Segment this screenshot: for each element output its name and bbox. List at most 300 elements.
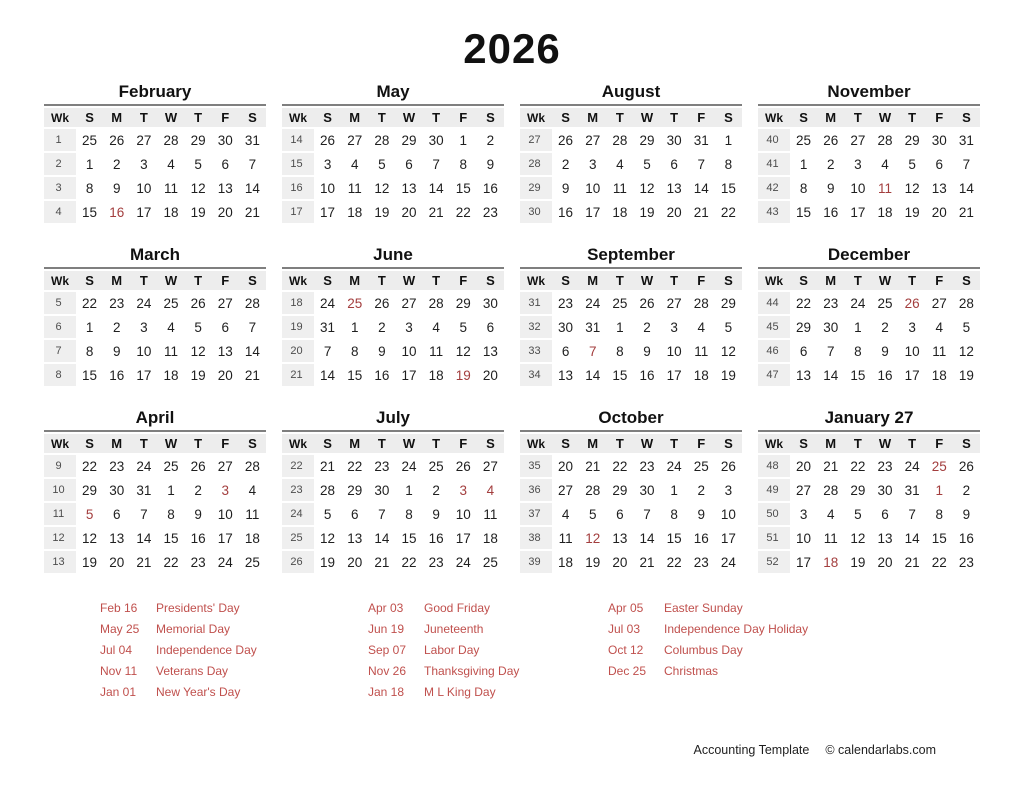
day-cell: 20 <box>109 554 125 570</box>
day-cell: 25 <box>877 295 893 311</box>
day-cell: 5 <box>962 319 971 335</box>
weekday-header-cell: F <box>450 434 477 453</box>
weekday-header-row <box>520 271 742 290</box>
day-cell: 31 <box>320 319 336 335</box>
day-cell: 2 <box>486 132 495 148</box>
day-cell: 12 <box>374 180 390 196</box>
day-cell: 24 <box>455 554 471 570</box>
day-cell: 2 <box>432 482 440 498</box>
week-number-header: Wk <box>282 434 314 453</box>
week-number-cell: 12 <box>44 527 76 549</box>
holiday-item <box>368 685 608 699</box>
day-cell: 13 <box>217 180 233 196</box>
day-cell: 1 <box>670 482 678 498</box>
week-number-cell: 13 <box>44 551 76 573</box>
day-cell: 25 <box>82 132 98 148</box>
week-number-cell: 46 <box>758 340 790 362</box>
day-cell: 11 <box>163 343 178 359</box>
day-cell: 16 <box>958 530 974 546</box>
weekday-header-cell: T <box>130 271 157 290</box>
weekday-header-row <box>758 271 980 290</box>
day-cell: 25 <box>612 295 628 311</box>
holiday-date: Jul 04 <box>100 643 133 658</box>
day-cell: 22 <box>82 458 98 474</box>
week-number-cell: 47 <box>758 364 790 386</box>
weekday-header-cell: M <box>103 434 130 453</box>
day-cell: 27 <box>850 132 866 148</box>
day-cell: 10 <box>217 506 233 522</box>
day-cell: 23 <box>639 458 655 474</box>
day-cell: 27 <box>666 295 682 311</box>
day-cell: 14 <box>693 180 709 196</box>
weekday-header-cell: T <box>844 271 871 290</box>
weekday-header-row <box>282 271 504 290</box>
day-cell: 10 <box>455 506 471 522</box>
day-cell: 6 <box>405 156 413 172</box>
holiday-item <box>608 664 808 678</box>
week-row <box>520 479 742 501</box>
day-cell: 1 <box>724 132 733 148</box>
week-number-cell: 8 <box>44 364 76 386</box>
month-weeks <box>758 292 980 386</box>
day-cell: 31 <box>136 482 152 498</box>
day-cell: 28 <box>244 458 260 474</box>
week-number-cell: 23 <box>282 479 314 501</box>
week-row <box>520 455 742 477</box>
day-cell: 28 <box>428 295 444 311</box>
week-row <box>282 153 504 175</box>
week-number-cell: 10 <box>44 479 76 501</box>
day-cell: 15 <box>666 530 682 546</box>
day-cell: 6 <box>935 156 944 172</box>
weekday-header-cell: M <box>103 108 130 127</box>
day-cell: 6 <box>616 506 624 522</box>
week-number-cell: 14 <box>282 129 314 151</box>
weekday-header-row <box>282 271 504 290</box>
week-number-cell: 29 <box>520 177 552 199</box>
day-cell: 16 <box>482 180 498 196</box>
week-row <box>520 177 742 199</box>
holiday-date: Dec 25 <box>608 664 647 679</box>
day-cell: 1 <box>85 156 94 172</box>
day-cell: 8 <box>350 343 359 359</box>
week-number-cell: 6 <box>44 316 76 338</box>
day-cell: 29 <box>904 132 920 148</box>
day-cell: 27 <box>401 295 417 311</box>
day-cell: 28 <box>585 482 601 498</box>
week-number-cell: 49 <box>758 479 790 501</box>
day-cell: 11 <box>823 530 838 546</box>
day-cell: 31 <box>958 132 974 148</box>
day-cell-holiday: 26 <box>904 295 920 311</box>
weekday-header-cell: W <box>871 108 898 127</box>
day-cell: 9 <box>826 180 835 196</box>
day-cell-holiday: 11 <box>877 180 892 196</box>
day-cell: 18 <box>558 554 574 570</box>
holiday-item <box>100 643 368 657</box>
weekday-header-cell: S <box>76 108 103 127</box>
day-cell: 10 <box>585 180 601 196</box>
day-cell: 9 <box>378 343 386 359</box>
weekday-header-cell: M <box>579 434 606 453</box>
weekday-header-cell: S <box>715 434 742 453</box>
holiday-column-3 <box>608 601 808 699</box>
day-cell: 5 <box>378 156 386 172</box>
day-cell: 9 <box>962 506 971 522</box>
day-cell: 6 <box>799 343 808 359</box>
day-cell: 11 <box>245 506 260 522</box>
weekday-header-cell: F <box>926 434 953 453</box>
day-cell: 4 <box>350 156 359 172</box>
day-cell: 8 <box>616 343 624 359</box>
day-cell: 3 <box>854 156 862 172</box>
day-cell: 2 <box>643 319 651 335</box>
weekday-header-cell: T <box>368 434 395 453</box>
day-cell: 7 <box>432 156 440 172</box>
day-cell: 20 <box>931 204 947 220</box>
month-weeks <box>282 129 504 223</box>
day-cell: 29 <box>720 295 736 311</box>
week-number-cell: 38 <box>520 527 552 549</box>
weekday-header-cell: T <box>844 434 871 453</box>
day-cell: 3 <box>140 319 148 335</box>
day-cell: 23 <box>109 458 125 474</box>
day-cell: 20 <box>877 554 893 570</box>
day-cell: 3 <box>405 319 413 335</box>
day-cell: 10 <box>136 343 152 359</box>
day-cell: 18 <box>347 204 363 220</box>
day-cell: 21 <box>244 367 260 383</box>
day-cell: 27 <box>136 132 152 148</box>
calendar-table-may <box>282 104 504 225</box>
weekday-header-cell: S <box>552 108 579 127</box>
weekday-header-row <box>758 108 980 127</box>
week-row <box>44 364 266 386</box>
day-cell: 26 <box>320 132 336 148</box>
week-row <box>282 527 504 549</box>
week-row <box>520 551 742 573</box>
day-cell: 12 <box>455 343 471 359</box>
holiday-column-2 <box>368 601 608 699</box>
week-number-cell: 45 <box>758 316 790 338</box>
weekday-header-cell: T <box>661 108 688 127</box>
week-row <box>520 503 742 525</box>
day-cell: 29 <box>612 482 628 498</box>
day-cell: 6 <box>881 506 889 522</box>
calendar-table-november <box>758 104 980 225</box>
week-row <box>282 455 504 477</box>
weekday-header-cell: M <box>341 271 368 290</box>
day-cell: 19 <box>720 367 736 383</box>
week-row <box>758 153 980 175</box>
day-cell: 13 <box>877 530 893 546</box>
week-number-cell: 48 <box>758 455 790 477</box>
day-cell: 23 <box>693 554 709 570</box>
day-cell-holiday: 1 <box>935 482 944 498</box>
day-cell: 22 <box>931 554 947 570</box>
day-cell: 19 <box>958 367 974 383</box>
day-cell: 1 <box>854 319 862 335</box>
week-row <box>520 153 742 175</box>
day-cell: 28 <box>374 132 390 148</box>
day-cell: 12 <box>720 343 736 359</box>
day-cell: 19 <box>639 204 655 220</box>
weekday-header-row <box>758 108 980 127</box>
holiday-date: Apr 05 <box>608 601 644 616</box>
holiday-date: Jan 01 <box>100 685 137 700</box>
week-row <box>282 292 504 314</box>
month-title-july: July <box>375 408 411 428</box>
week-row <box>758 527 980 549</box>
day-cell: 11 <box>558 530 573 546</box>
day-cell: 20 <box>482 367 498 383</box>
day-cell: 8 <box>85 180 94 196</box>
day-cell: 18 <box>482 530 498 546</box>
week-number-cell: 37 <box>520 503 552 525</box>
day-cell: 17 <box>904 367 920 383</box>
week-number-cell: 9 <box>44 455 76 477</box>
day-cell: 17 <box>666 367 682 383</box>
weekday-header-cell: W <box>395 434 422 453</box>
day-cell: 14 <box>244 180 260 196</box>
day-cell: 15 <box>82 367 98 383</box>
holiday-name: Easter Sunday <box>664 601 743 616</box>
weekday-header-cell: T <box>899 108 926 127</box>
day-cell: 28 <box>320 482 336 498</box>
weekday-header-cell: F <box>926 271 953 290</box>
year-title: 2026 <box>463 25 561 72</box>
day-cell: 21 <box>639 554 655 570</box>
day-cell: 5 <box>588 506 597 522</box>
day-cell: 11 <box>483 506 498 522</box>
weekday-header-cell: S <box>790 271 817 290</box>
day-cell: 8 <box>459 156 468 172</box>
day-cell: 15 <box>82 204 98 220</box>
day-cell-holiday: 25 <box>931 458 947 474</box>
weekday-header-row <box>520 108 742 127</box>
day-cell: 29 <box>347 482 363 498</box>
day-cell: 30 <box>558 319 574 335</box>
week-row <box>44 340 266 362</box>
week-number-cell: 34 <box>520 364 552 386</box>
day-cell: 1 <box>167 482 175 498</box>
day-cell: 3 <box>724 482 733 498</box>
weekday-header-row <box>44 434 266 453</box>
day-cell: 19 <box>850 554 866 570</box>
day-cell: 29 <box>401 132 417 148</box>
month-block-march <box>44 245 266 388</box>
day-cell: 18 <box>877 204 893 220</box>
day-cell: 10 <box>666 343 682 359</box>
day-cell: 24 <box>850 295 866 311</box>
day-cell: 30 <box>877 482 893 498</box>
weekday-header-cell: F <box>688 108 715 127</box>
holiday-name: Independence Day <box>156 643 257 658</box>
week-row <box>282 551 504 573</box>
weekday-header-row <box>758 434 980 453</box>
day-cell: 10 <box>136 180 152 196</box>
weekday-header-cell: S <box>76 434 103 453</box>
day-cell: 14 <box>428 180 444 196</box>
holiday-item <box>100 685 368 699</box>
weekday-header-row <box>282 434 504 453</box>
calendar-table-march <box>44 267 266 388</box>
weekday-header-cell: W <box>157 271 184 290</box>
week-number-cell: 35 <box>520 455 552 477</box>
week-number-cell: 26 <box>282 551 314 573</box>
day-cell: 7 <box>643 506 651 522</box>
weekday-header-cell: T <box>606 271 633 290</box>
day-cell: 13 <box>931 180 947 196</box>
weekday-header-cell: T <box>185 271 212 290</box>
day-cell: 30 <box>639 482 655 498</box>
calendar-table-august <box>520 104 742 225</box>
week-number-header: Wk <box>520 271 552 290</box>
month-block-november <box>758 82 980 225</box>
month-weeks <box>520 455 742 573</box>
day-cell: 17 <box>136 204 152 220</box>
day-cell: 14 <box>320 367 336 383</box>
day-cell: 16 <box>639 367 655 383</box>
day-cell: 4 <box>432 319 440 335</box>
day-cell: 26 <box>190 295 206 311</box>
month-weeks <box>44 455 266 573</box>
day-cell: 29 <box>850 482 866 498</box>
day-cell: 24 <box>666 458 682 474</box>
weekday-header-cell: F <box>926 108 953 127</box>
day-cell: 22 <box>850 458 866 474</box>
day-cell: 9 <box>112 180 121 196</box>
day-cell: 1 <box>799 156 808 172</box>
footer-copyright: © calendarlabs.com <box>825 743 936 757</box>
holiday-date: Jan 18 <box>368 685 405 700</box>
day-cell: 26 <box>823 132 839 148</box>
week-row <box>44 153 266 175</box>
calendar-table-april <box>44 430 266 575</box>
day-cell: 11 <box>932 343 947 359</box>
day-cell: 17 <box>455 530 471 546</box>
day-cell: 18 <box>931 367 947 383</box>
week-number-cell: 17 <box>282 201 314 223</box>
day-cell: 26 <box>558 132 574 148</box>
week-row <box>282 479 504 501</box>
day-cell: 20 <box>217 204 233 220</box>
weekday-header-cell: W <box>395 271 422 290</box>
day-cell: 28 <box>823 482 839 498</box>
calendar-table-september <box>520 267 742 388</box>
weekday-header-cell: W <box>871 434 898 453</box>
month-block-february <box>44 82 266 225</box>
day-cell: 28 <box>612 132 628 148</box>
day-cell: 24 <box>720 554 736 570</box>
day-cell: 4 <box>881 156 889 172</box>
month-weeks <box>758 455 980 573</box>
week-row <box>520 527 742 549</box>
month-title-january-27: January 27 <box>824 408 914 428</box>
weekday-header-cell: S <box>552 271 579 290</box>
day-cell: 17 <box>320 204 336 220</box>
day-cell: 11 <box>347 180 362 196</box>
day-cell: 19 <box>320 554 336 570</box>
day-cell: 10 <box>850 180 866 196</box>
day-cell: 27 <box>796 482 812 498</box>
day-cell: 8 <box>405 506 413 522</box>
day-cell: 28 <box>958 295 974 311</box>
day-cell: 30 <box>482 295 498 311</box>
week-number-cell: 3 <box>44 177 76 199</box>
day-cell: 5 <box>194 156 202 172</box>
day-cell: 29 <box>82 482 98 498</box>
month-block-october <box>520 408 742 575</box>
day-cell: 24 <box>585 295 601 311</box>
day-cell: 5 <box>194 319 202 335</box>
week-number-header: Wk <box>758 108 790 127</box>
weekday-header-cell: M <box>817 434 844 453</box>
week-row <box>758 316 980 338</box>
holiday-item <box>368 643 608 657</box>
day-cell-holiday: 12 <box>585 530 601 546</box>
day-cell: 20 <box>666 204 682 220</box>
month-title-september: September <box>587 245 675 265</box>
day-cell: 4 <box>248 482 257 498</box>
week-row <box>520 201 742 223</box>
weekday-header-cell: T <box>606 434 633 453</box>
week-number-header: Wk <box>758 434 790 453</box>
day-cell: 15 <box>163 530 179 546</box>
day-cell: 31 <box>585 319 601 335</box>
day-cell: 1 <box>459 132 468 148</box>
day-cell: 22 <box>455 204 471 220</box>
weekday-header-row <box>520 271 742 290</box>
weekday-header-cell: T <box>368 108 395 127</box>
day-cell: 28 <box>163 132 179 148</box>
day-cell: 27 <box>558 482 574 498</box>
day-cell: 15 <box>347 367 363 383</box>
day-cell: 16 <box>428 530 444 546</box>
day-cell: 20 <box>796 458 812 474</box>
weekday-header-cell: W <box>395 108 422 127</box>
week-row <box>520 292 742 314</box>
day-cell: 14 <box>136 530 152 546</box>
day-cell: 15 <box>401 530 417 546</box>
week-row <box>44 503 266 525</box>
week-number-header: Wk <box>44 434 76 453</box>
day-cell: 9 <box>112 343 121 359</box>
holiday-name: Juneteenth <box>424 622 484 637</box>
holiday-column-1 <box>100 601 368 699</box>
week-row <box>44 201 266 223</box>
week-row <box>282 129 504 151</box>
day-cell: 11 <box>163 180 178 196</box>
day-cell: 24 <box>136 295 152 311</box>
week-number-cell: 33 <box>520 340 552 362</box>
week-row <box>520 129 742 151</box>
weekday-header-cell: S <box>477 434 504 453</box>
weekday-header-cell: T <box>899 271 926 290</box>
day-cell: 6 <box>221 156 230 172</box>
day-cell: 19 <box>190 204 206 220</box>
day-cell: 23 <box>877 458 893 474</box>
footer-template-label: Accounting Template <box>693 743 810 757</box>
week-row <box>282 340 504 362</box>
holiday-date: Jul 03 <box>608 622 641 637</box>
weekday-header-cell: W <box>157 434 184 453</box>
day-cell: 5 <box>854 506 862 522</box>
day-cell: 30 <box>823 319 839 335</box>
month-title-may: May <box>376 82 410 102</box>
holiday-item <box>368 622 608 636</box>
day-cell: 2 <box>826 156 835 172</box>
